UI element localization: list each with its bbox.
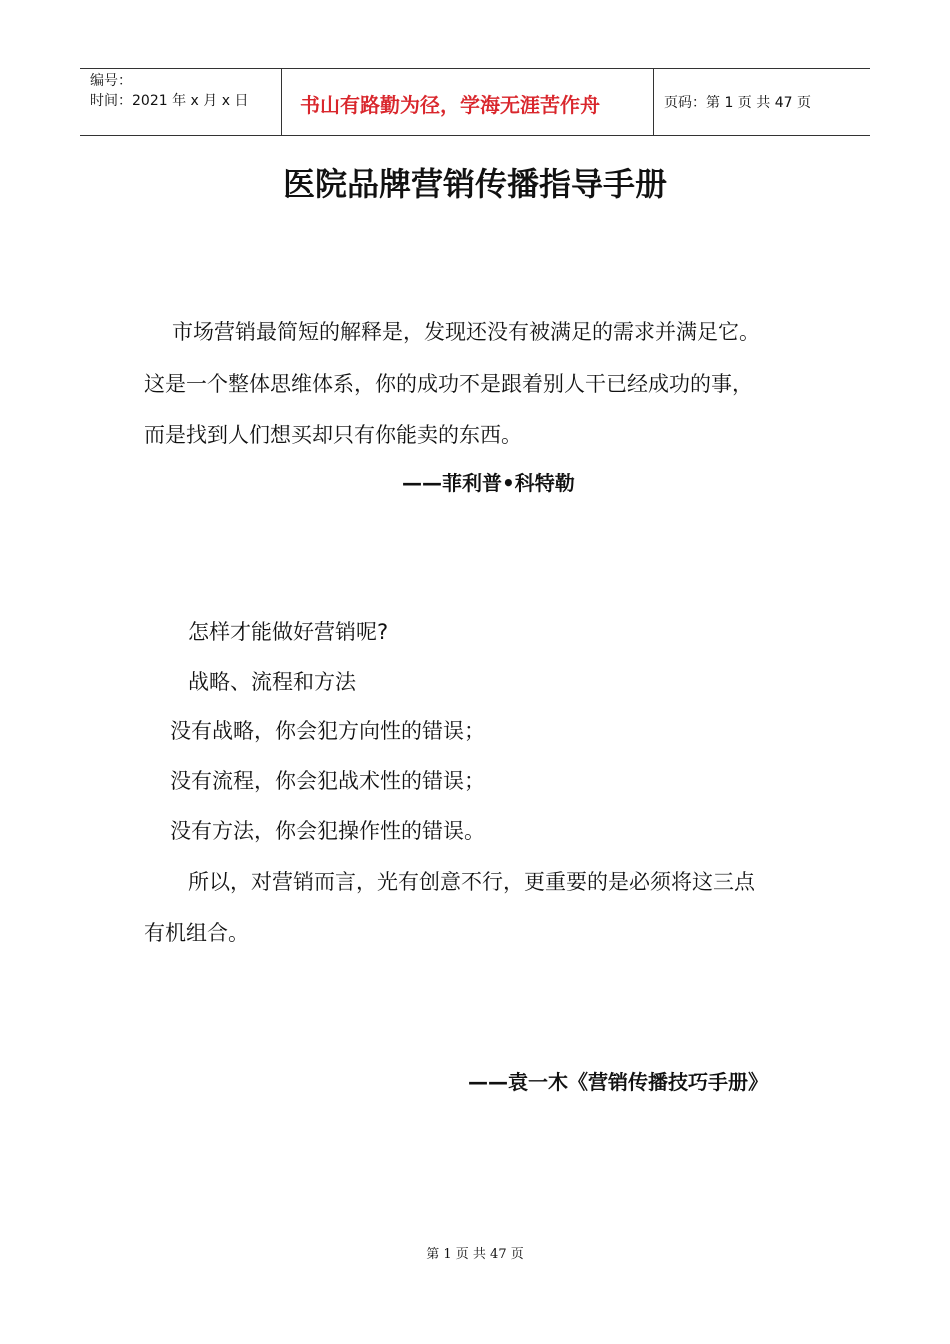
point-strategy: 没有战略，你会犯方向性的错误；: [170, 719, 485, 743]
question-line: 怎样才能做好营销呢?: [188, 620, 389, 644]
page-footer: 第 1 页 共 47 页: [426, 1247, 524, 1262]
answer-line: 战略、流程和方法: [188, 670, 356, 694]
quote-line-1: 市场营销最简短的解释是，发现还没有被满足的需求并满足它。: [172, 320, 760, 344]
header-motto-cell: [282, 69, 654, 135]
book-attribution: ——袁一木《营销传播技巧手册》: [468, 1070, 768, 1094]
header-page-number: 页码：第 1 页 共 47 页: [664, 95, 811, 111]
document-number-label: 编号：: [90, 73, 132, 89]
quote-line-3: 而是找到人们想买却只有你能卖的东西。: [144, 423, 522, 447]
header-motto: 书山有路勤为径，学海无涯苦作舟: [300, 93, 600, 117]
document-header: [80, 68, 870, 136]
header-meta-cell: [80, 69, 282, 135]
quote-line-2: 这是一个整体思维体系，你的成功不是跟着别人干已经成功的事，: [144, 372, 753, 396]
document-title: 医院品牌营销传播指导手册: [282, 165, 667, 203]
conclusion-line-2: 有机组合。: [144, 921, 249, 945]
header-page-cell: [654, 69, 870, 135]
quote-attribution: ——菲利普•科特勒: [402, 471, 575, 495]
point-method: 没有方法，你会犯操作性的错误。: [170, 819, 485, 843]
document-date-label: 时间：2021 年 x 月 x 日: [90, 93, 249, 109]
conclusion-line-1: 所以，对营销而言，光有创意不行，更重要的是必须将这三点: [188, 870, 755, 894]
point-process: 没有流程，你会犯战术性的错误；: [170, 769, 485, 793]
